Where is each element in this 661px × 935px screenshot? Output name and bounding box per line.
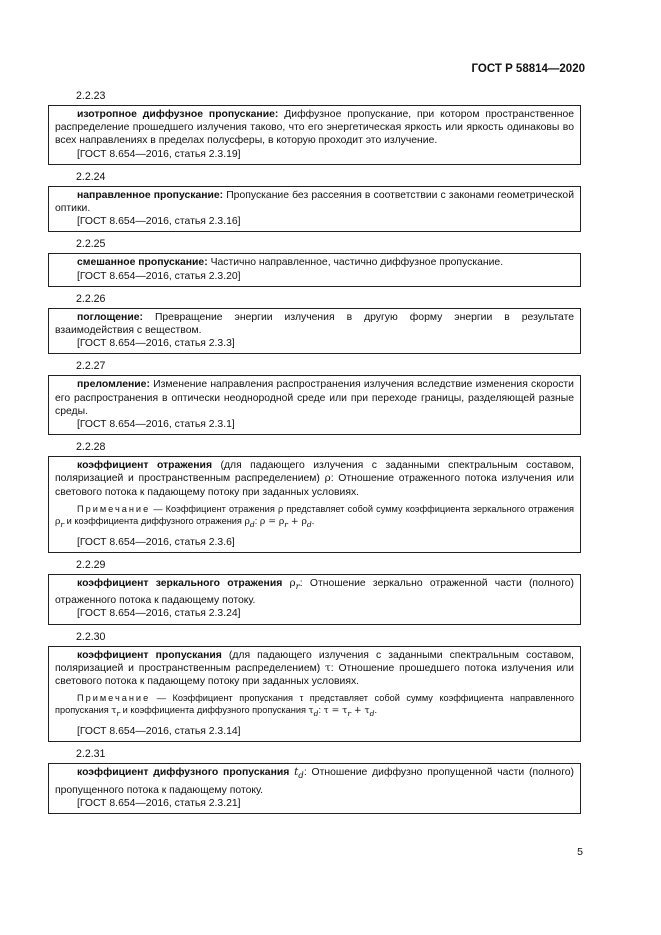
source-reference: [ГОСТ 8.654—2016, статья 2.3.20]	[77, 270, 241, 282]
entry-number: 2.2.27	[76, 360, 106, 373]
definition-body: Частично направленное, частично диффузное пропускание.	[210, 257, 504, 269]
definition-body: : Отношение прошедшего потока излучения или светового потока к падающему потоку при заданных условиях.	[55, 662, 574, 687]
source-reference: [ГОСТ 8.654—2016, статья 2.3.21]	[77, 797, 241, 809]
note-text: — Коэффициент отражения ρ представляет собой сумму коэффициента зеркального отражения	[150, 503, 574, 514]
standard-designation: ГОСТ Р 58814—2020	[471, 63, 585, 75]
term-name: коэффициент зеркального отражения	[77, 577, 283, 589]
term-name: коэффициент пропускания	[77, 649, 222, 661]
term-entry-2-2-30	[48, 629, 581, 743]
definition-body: Пропускание без рассеяния в соответствии с законами геометрической оптики.	[55, 189, 574, 215]
note-text-mid: и коэффициента диффузного отражения	[64, 515, 245, 526]
term-name: коэффициент отражения	[77, 460, 213, 472]
term-entry-2-2-29	[48, 557, 581, 625]
page-number: 5	[577, 846, 583, 858]
definition-text	[55, 311, 574, 337]
note-text-mid: и коэффициента диффузного пропускания	[120, 705, 309, 716]
entry-number: 2.2.31	[76, 748, 106, 761]
entry-number: 2.2.26	[76, 292, 106, 305]
diffuse-transmittance-symbol: $t_d$	[294, 766, 304, 782]
definition-text	[55, 577, 574, 607]
definition-box	[48, 763, 581, 814]
definition-box	[48, 105, 581, 165]
definition-body: : Отношение диффузно пропущенной части (полного) пропущенного потока к падающему потоку.	[55, 767, 575, 796]
note-formula: $\rho = \rho_r + \rho_d$	[259, 515, 312, 529]
term-name: направленное пропускание:	[77, 189, 224, 201]
entry-number: 2.2.24	[76, 170, 106, 183]
source-reference: [ГОСТ 8.654—2016, статья 2.3.1]	[77, 419, 235, 431]
definition-text	[55, 649, 574, 689]
diffuse-reflectance-symbol: $\rho_d$	[244, 515, 255, 529]
definition-box	[48, 456, 581, 553]
term-name: смешанное пропускание:	[77, 257, 208, 269]
definition-text	[55, 256, 574, 269]
source-reference: [ГОСТ 8.654—2016, статья 2.3.14]	[77, 726, 241, 738]
term-entry-2-2-26	[48, 291, 581, 355]
definition-box	[48, 574, 581, 625]
term-entry-2-2-27	[48, 358, 581, 435]
note: Примечание — Коэффициент отражения ρ представляет собой сумму коэффициента зеркального отражения $\rho_r$ и коэффициента диффузного отражения $\rho_d$: $\rho = \rho_r + \rho_d$.	[55, 503, 574, 529]
source-reference: [ГОСТ 8.654—2016, статья 2.3.16]	[77, 216, 241, 228]
term-entry-2-2-24	[48, 169, 581, 233]
source-reference: [ГОСТ 8.654—2016, статья 2.3.3]	[77, 338, 235, 350]
note-label: Примечание	[77, 693, 151, 704]
specular-reflectance-symbol: $\rho_r$	[289, 576, 300, 592]
definition-text	[55, 378, 574, 418]
definition-box	[48, 646, 581, 743]
definition-box	[48, 375, 581, 435]
definition-body: : Отношение зеркально отраженной части (полного) отраженного потока к падающему потоку.	[55, 577, 574, 607]
term-name: изотропное диффузное пропускание:	[77, 109, 279, 120]
definition-text	[55, 766, 574, 796]
note: Примечание — Коэффициент пропускания τ представляет собой сумму коэффициента направленного пропускания $\tau_r$ и коэффициента диффузного пропускания $\tau_d$: $\tau = \tau_r + \tau_d$.	[55, 693, 574, 719]
note-text: — Коэффициент пропускания τ представляет собой сумму коэффициента направленного пропускания	[55, 693, 574, 716]
definition-text	[55, 459, 574, 499]
note-label: Примечание	[77, 503, 151, 514]
entry-number: 2.2.28	[76, 441, 106, 454]
definition-text	[55, 108, 574, 148]
terms-list	[48, 88, 581, 818]
regular-transmittance-symbol: $\tau_r$	[111, 705, 121, 719]
definition-body: Изменение направления распространения излучения вследствие изменения скорости его распространения в оптически неоднородной среде или при переходе границы, разделяющей разные среды.	[55, 379, 574, 417]
term-entry-2-2-28	[48, 439, 581, 553]
term-entry-2-2-31	[48, 746, 581, 814]
term-name: поглощение:	[77, 311, 143, 323]
note-formula: $\tau = \tau_r + \tau_d$	[323, 705, 375, 719]
entry-number: 2.2.30	[76, 630, 106, 643]
source-reference: [ГОСТ 8.654—2016, статья 2.3.6]	[77, 536, 235, 548]
entry-number: 2.2.29	[76, 558, 106, 571]
term-name: коэффициент диффузного пропускания	[77, 767, 290, 779]
reflectance-symbol: ρ	[324, 472, 331, 485]
entry-number: 2.2.25	[76, 238, 106, 251]
term-qualifier: (для падающего излучения с заданными спектральным составом, поляризацией и пространственным распределением)	[55, 649, 574, 674]
source-reference: [ГОСТ 8.654—2016, статья 2.3.24]	[77, 608, 241, 620]
term-entry-2-2-23	[48, 88, 581, 165]
definition-box	[48, 308, 581, 355]
specular-reflectance-symbol: $\rho_r$	[55, 515, 65, 529]
term-entry-2-2-25	[48, 236, 581, 286]
definition-body: Диффузное пропускание, при котором пространственное распределение прошедшего излучения таково, что его энергетическая яркость или яркость одинаковы во всех направлениях в пределах полусферы, в которую проходит это излучение.	[55, 109, 575, 147]
definition-text	[55, 189, 574, 215]
term-qualifier: (для падающего излучения с заданными спектральным составом, поляризацией и пространственным распределением)	[55, 460, 574, 485]
definition-body: : Отношение отраженного потока излучения или светового потока к падающему потоку при заданных условиях.	[55, 473, 575, 498]
term-name: преломление:	[77, 379, 150, 391]
definition-box	[48, 186, 581, 233]
definition-box	[48, 253, 581, 286]
diffuse-transmittance-symbol: $\tau_d$	[308, 705, 319, 719]
entry-number: 2.2.23	[76, 90, 106, 102]
definition-body: Превращение энергии излучения в другую форму энергии в результате взаимодействия с веществом.	[55, 311, 574, 337]
transmittance-symbol: τ	[325, 661, 331, 674]
source-reference: [ГОСТ 8.654—2016, статья 2.3.19]	[77, 148, 241, 160]
